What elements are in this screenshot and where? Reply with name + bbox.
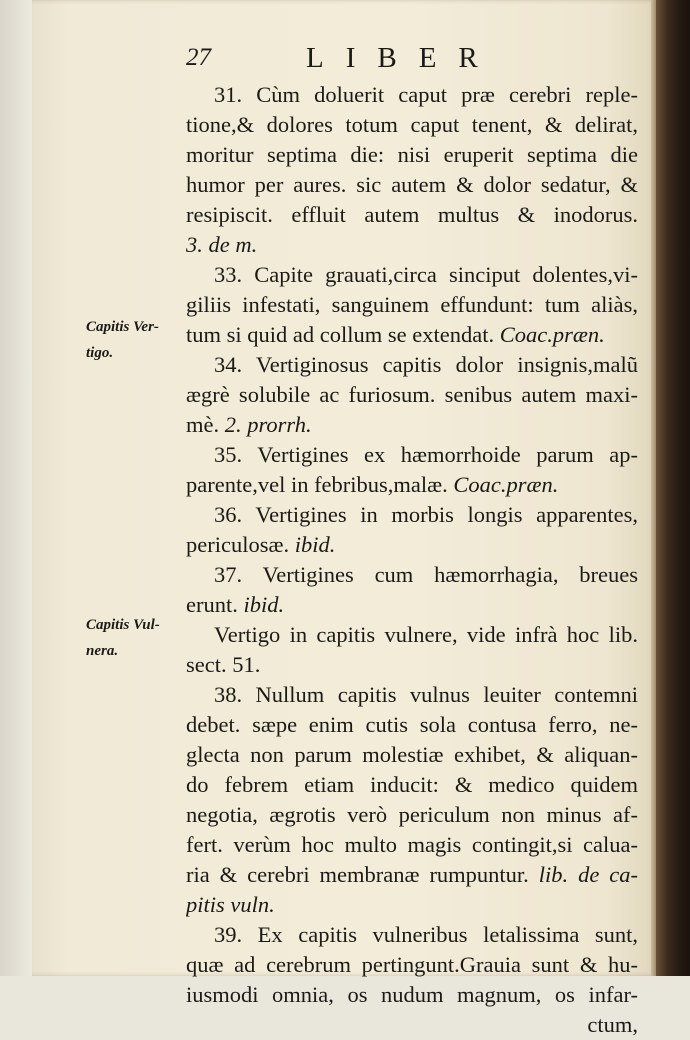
text-line xyxy=(186,320,638,350)
text-line xyxy=(186,680,638,710)
text-line xyxy=(186,650,638,680)
line-text: mè. xyxy=(186,412,225,437)
scan-background xyxy=(0,0,32,976)
line-text: tum si quid ad collum se extendat. xyxy=(186,322,500,347)
line-text: fert. verùm hoc multo magis contingit,si calua- xyxy=(186,832,638,857)
line-text: ægrè solubile ac furiosum. senibus autem maxi- xyxy=(186,382,638,407)
line-text: 33. Capite grauati,circa sinciput dolentes,vi- xyxy=(214,262,638,287)
line-text: periculosæ. xyxy=(186,532,295,557)
line-text: 34. Vertiginosus capitis dolor insignis,malũ xyxy=(214,352,638,377)
text-line xyxy=(186,350,638,380)
line-text: resipiscit. effluit autem multus & inodorus. xyxy=(186,202,638,227)
text-line xyxy=(186,920,638,950)
text-line xyxy=(186,110,638,140)
text-line xyxy=(186,770,638,800)
line-text: humor per aures. sic autem & dolor sedatur, & xyxy=(186,172,638,197)
line-text: parente,vel in febribus,malæ. xyxy=(186,472,454,497)
line-text: debet. sæpe enim cutis sola contusa ferro, ne- xyxy=(186,712,638,737)
text-line xyxy=(186,80,638,110)
margin-note-line: tigo. xyxy=(86,345,114,361)
line-text: sect. 51. xyxy=(186,652,261,677)
text-line xyxy=(186,470,638,500)
catchword xyxy=(186,1010,638,1040)
text-line xyxy=(186,710,638,740)
citation-reference: ibid. xyxy=(243,592,285,617)
citation-reference: lib. de ca- xyxy=(538,862,638,887)
page-number: 27 xyxy=(186,44,211,71)
text-line xyxy=(186,230,638,260)
running-title: LIBER xyxy=(306,42,500,74)
line-text: ria & cerebri membranæ rumpuntur. xyxy=(186,862,539,887)
text-line xyxy=(186,290,638,320)
line-text: 36. Vertigines in morbis longis apparentes, xyxy=(214,502,638,527)
page-header xyxy=(186,44,636,74)
line-text: erunt. xyxy=(186,592,244,617)
margin-note-line: Capitis Vul- xyxy=(86,617,160,633)
citation-reference: Coac.præn. xyxy=(453,472,559,497)
line-text: 37. Vertigines cum hæmorrhagia, breues xyxy=(214,562,638,587)
text-line xyxy=(186,740,638,770)
line-text: moritur septima die: nisi eruperit septima die xyxy=(186,142,638,167)
body-text xyxy=(186,80,638,1040)
citation-reference: ibid. xyxy=(294,532,336,557)
text-line xyxy=(186,530,638,560)
text-line xyxy=(186,410,638,440)
line-text: do febrem etiam inducit: & medico quidem xyxy=(186,772,638,797)
citation-reference: 3. de m. xyxy=(186,232,258,257)
text-line xyxy=(186,260,638,290)
text-line xyxy=(186,980,638,1010)
text-line xyxy=(186,500,638,530)
text-line xyxy=(186,140,638,170)
text-line xyxy=(186,890,638,920)
line-text: 39. Ex capitis vulneribus letalissima sunt, xyxy=(214,922,638,947)
line-text: tione,& dolores totum caput tenent, & delirat, xyxy=(186,112,638,137)
text-line xyxy=(186,620,638,650)
line-text: 38. Nullum capitis vulnus leuiter contemni xyxy=(214,682,638,707)
line-text: iusmodi omnia, os nudum magnum, os infar- xyxy=(186,982,638,1007)
margin-note-line: nera. xyxy=(86,643,119,659)
book-spine xyxy=(656,0,690,976)
line-text: glecta non parum molestiæ exhibet, & aliquan- xyxy=(186,742,638,767)
text-line xyxy=(186,830,638,860)
line-text: quæ ad cerebrum pertingunt.Grauia sunt & hu- xyxy=(186,952,638,977)
citation-reference: pitis vuln. xyxy=(186,892,275,917)
margin-note-wounds xyxy=(86,612,186,664)
line-text: negotia, ægrotis verò periculum non minus af- xyxy=(186,802,638,827)
citation-reference: Coac.præn. xyxy=(499,322,605,347)
text-line xyxy=(186,800,638,830)
line-text: ctum, xyxy=(587,1012,638,1037)
text-line xyxy=(186,170,638,200)
text-line xyxy=(186,200,638,230)
text-line xyxy=(186,440,638,470)
citation-reference: 2. prorrh. xyxy=(224,412,312,437)
text-line xyxy=(186,560,638,590)
line-text: Vertigo in capitis vulnere, vide infrà hoc lib. xyxy=(214,622,638,647)
line-text: 35. Vertigines ex hæmorrhoide parum ap- xyxy=(214,442,638,467)
text-line xyxy=(186,590,638,620)
line-text: 31. Cùm doluerit caput præ cerebri reple- xyxy=(214,82,638,107)
text-line xyxy=(186,380,638,410)
margin-note-line: Capitis Ver- xyxy=(86,319,159,335)
line-text: giliis infestati, sanguinem effundunt: tum aliàs, xyxy=(186,292,638,317)
margin-note-vertigo xyxy=(86,314,186,366)
text-line xyxy=(186,860,638,890)
